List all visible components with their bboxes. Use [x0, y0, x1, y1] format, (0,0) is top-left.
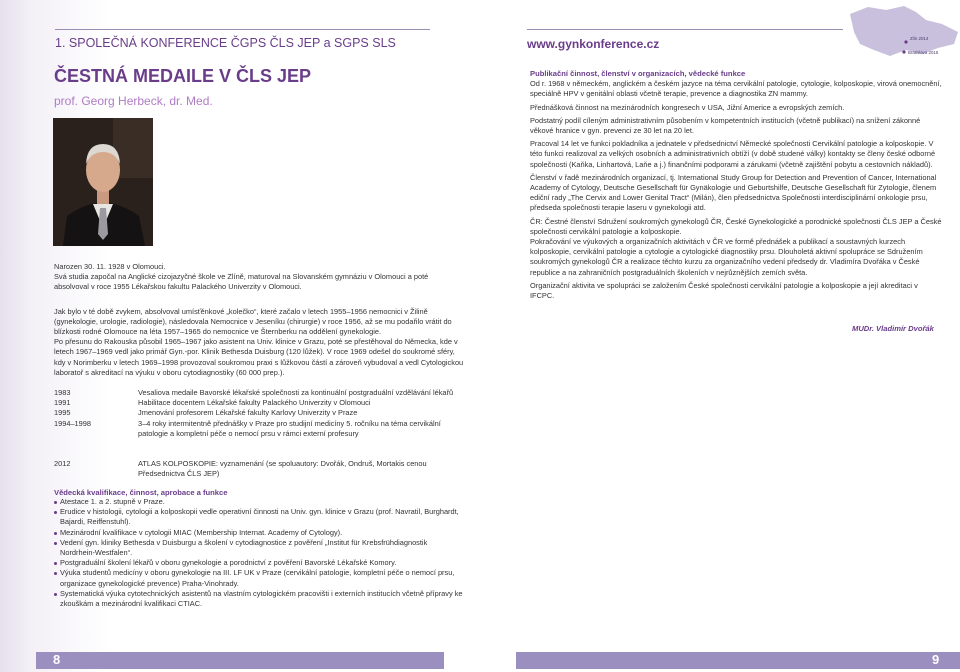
list-item: Postgraduální školení lékařů v oboru gynekologie a porodnictví z pověření Bavorské Lékařské Komory.	[54, 558, 464, 568]
timeline-row	[54, 408, 474, 418]
right-paragraph: Pracoval 14 let ve funkci pokladníka a jednatele v předsednictví Německé společnosti Cervikální patologie a kolposkopie. V této funkci realizoval za velkých osobních a administrativních obtíží (v době studené války) kontakty se členy české odborné společnosti (Kaňka, Linhartová, Laňe a j.) finančními podporami a zárukami (včetně zajištění pobytu a cestovních nákladů).	[530, 139, 936, 169]
list-item: Výuka studentů medicíny v oboru gynekologie na III. LF UK v Praze (cervikální patologie, kompletní péče o nemocí prsu, organizace gynekologické prevence) Praha-Vinohrady.	[54, 568, 464, 588]
qualifications-section	[54, 488, 464, 609]
portrait-photo	[53, 118, 153, 246]
header-rule-left	[55, 29, 430, 30]
honoree-name: prof. Georg Herbeck, dr. Med.	[54, 94, 213, 108]
biography	[54, 262, 464, 392]
timeline-text: Vesaliova medaile Bavorské lékařské společnosti za kontinuální postgraduální vzdělávání lékařů	[138, 388, 454, 397]
list-item: Vedení gyn. kliniky Bethesda v Duisburgu a školení v cytodiagnostice z pověření „Institut für Krebsfrühdiagnostik Nordrhein-Westfalen“.	[54, 538, 464, 558]
map-label-bratislava: Bratislava 2015	[908, 50, 939, 55]
map-label-zlin: Zlín 2014	[910, 36, 929, 41]
right-paragraph: ČR: Čestné členství Sdružení soukromých gynekologů ČR, České Gynekologické a porodnické společnosti ČLS JEP a České společnosti cervikální patologie a kolposkopie.	[530, 216, 942, 236]
footer-bar-left	[36, 652, 444, 669]
website-link[interactable]: www.gynkonference.cz	[527, 37, 660, 51]
timeline-year: 1995	[54, 408, 71, 418]
timeline-row	[54, 419, 474, 439]
bio-abroad: Po přesunu do Rakouska působil 1965–1967 jako asistent na Univ. klinice v Grazu, poté se přestěhoval do Německa, kde v letech 1967–1969 vedl jako primář Gyn.-por. Klinik Bethesda Duisburg (120 lůžek). V roce 1969 odešel do soukromé sféry, kdy v Norimberku v letech 1969–1998 provozoval soukromou praxi s lůžkovou částí a zároveň vybudoval a vedl Cytologickou laboratoř s akreditací na výuku v oboru cytodiagnostiky (60 000 prep.).	[54, 337, 464, 377]
header-rule-right	[527, 29, 843, 30]
timeline-text: 3–4 roky intermitentně přednášky v Praze pro studijní medicíny 5. ročníku na téma cervikální patologie a kompletní péče o nemocí prsu v rámci externí profesury	[138, 418, 441, 438]
publications-section	[530, 69, 944, 304]
qualifications-heading: Vědecká kvalifikace, činnost, aprobace a funkce	[54, 488, 228, 497]
right-paragraph: Podstatný podíl cíleným administrativním působením v kompetentních institucích (včetně publikací) na snížení zákonné věkové hranice v gyn. prevenci ze 30 let na 20 let.	[530, 115, 921, 136]
czech-slovakia-map-icon	[846, 4, 960, 64]
right-paragraph: Členství v řadě mezinárodních organizací, tj. International Study Group for Detection and Prevention of Cancer, International Academy of Cytology, Deutsche Gesellschaft für Gynäkologie und Geburtshilfe, Deutsche Gesellschaft für Zytologie, členem ediční rady „The Cervix and Lower Genital Tract“ (Milán), člen předsednictva Společnosti interdisciplinární onkologie prsu, předseda společnosti terapie laseru v gynekologii atd.	[530, 172, 937, 213]
list-item: Systematická výuka cytotechnických asistentů na vlastním cytologickém pracovišti i externích institucích včetně přípravy ke zkouškám a mezinárodní kvalifikaci CTIAC.	[54, 589, 464, 609]
awards-timeline	[54, 388, 474, 479]
publications-heading: Publikační činnost, členství v organizacích, vědecké funkce	[530, 69, 746, 78]
right-paragraph: Pokračování ve výukových a organizačních aktivitách v ČR ve formě přednášek a publikací a soustavných kurzech kolposkopie, cervikální patologie a cytologie a cytologické diagnostiky prsu. Dlouholetá aktivní spolupráce se Sdružením soukromých gynekologů ČR a realizace těchto kurzu za organizačního vedení předsedy dr. Vladimíra Dvořáka v České republice a na zahraničních postgraduálních školeních v nejrůznějších zemích světa.	[530, 237, 923, 277]
qualifications-list	[54, 497, 464, 609]
timeline-year: 1994–1998	[54, 418, 91, 428]
right-paragraph: Přednášková činnost na mezinárodních kongresech v USA, Jižní Americe a evropských zemích.	[530, 102, 845, 112]
timeline-row	[54, 459, 474, 479]
portrait-illustration	[53, 118, 153, 246]
list-item: Atestace 1. a 2. stupně v Praze.	[54, 497, 464, 507]
timeline-row	[54, 388, 474, 398]
page-number-right: 9	[932, 652, 940, 667]
timeline-text: ATLAS KOLPOSKOPIE: vyznamenání (se spoluautory: Dvořák, Ondruš, Mortakis cenou Předsednictva ČLS JEP)	[138, 459, 427, 479]
timeline-year: 1983	[54, 388, 71, 397]
page-title: ČESTNÁ MEDAILE V ČLS JEP	[54, 66, 312, 86]
map-marker-bratislava	[902, 50, 905, 53]
conference-title: 1. SPOLEČNÁ KONFERENCE ČGPS ČLS JEP a SGPS SLS	[55, 36, 396, 50]
bio-education: Svá studia započal na Anglické cizojazyčné škole ve Zlíně, maturoval na Slovanském gymnáziu v Olomouci a poté absolvoval v roce 1955 Lékařskou fakultu Palackého Univerzity v Olomouci.	[54, 272, 429, 292]
timeline-year: 2012	[54, 459, 71, 469]
timeline-year: 1991	[54, 398, 71, 408]
timeline-text: Habilitace docentem Lékařské fakulty Palackého Univerzity v Olomouci	[138, 398, 371, 408]
list-item: Erudice v histologii, cytologii a kolposkopii vedle operativní činnosti na Univ. gyn. klinice v Grazu (prof. Navratil, Burghardt, Bajardi, Reiffenstuhl).	[54, 507, 464, 527]
map-marker-zlin	[904, 40, 907, 43]
bio-birth: Narozen 30. 11. 1928 v Olomouci.	[54, 262, 166, 271]
list-item: Mezinárodní kvalifikace v cytologii MIAC (Membership Internat. Academy of Cytology).	[54, 528, 464, 538]
bio-career: Jak bylo v té době zvykem, absolvoval umísťěnkové „kolečko“, které začalo v letech 1955–1956 nemocnici v Žilině (gynekologie, urologie, radiologie), následovala Nemocnice v Jeseníku (chirurgie) v roce 1956, až se mu podařilo vrátit do blízkosti rodné Olomouce na léta 1957–1965 do nemocnice ve Šternberku na oddělení gynekologie.	[54, 306, 452, 337]
right-paragraph: Organizační aktivita ve spolupráci se založením České společnosti cervikální patologie a kolposkopie a její akreditaci v IFCPC.	[530, 280, 918, 301]
right-paragraph: Od r. 1968 v německém, anglickém a českém jazyce na téma cervikální patologie, cytologie, kolposkopie, virová onemocnění, speciálně HPV v genitální oblasti včetně terapie, prevence a diagnostika ZN mammy.	[530, 79, 942, 99]
footer-bar-right	[516, 652, 960, 669]
timeline-text: Jmenování profesorem Lékařské fakulty Karlovy Univerzity v Praze	[138, 408, 358, 418]
page-number-left: 8	[53, 652, 61, 667]
timeline-row	[54, 398, 474, 408]
portrait-neck	[97, 190, 109, 204]
signature: MUDr. Vladimír Dvořák	[852, 324, 934, 333]
map-shape	[850, 6, 958, 56]
